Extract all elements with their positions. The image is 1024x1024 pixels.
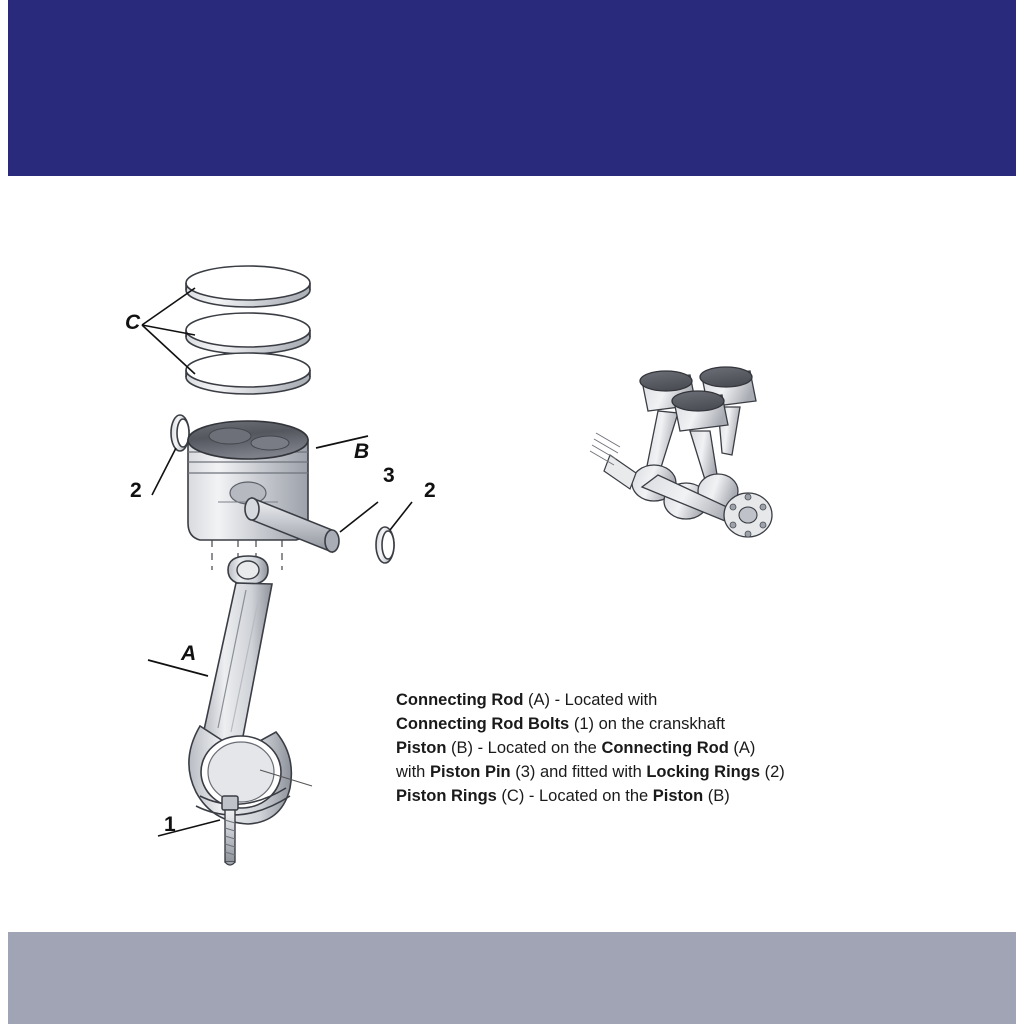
right-margin: [1016, 0, 1024, 1024]
crankshaft-assembly-diagram: [580, 355, 820, 585]
connecting-rod: [189, 556, 291, 824]
caption-text-5b: (B): [703, 787, 730, 805]
locking-ring-left: [171, 415, 189, 451]
caption-text-3b: (A): [728, 739, 756, 757]
callout-1: 1: [164, 813, 176, 836]
header-band: [8, 0, 1016, 176]
caption-text-2: (1) on the cranskhaft: [569, 715, 726, 733]
piston-ring-3: [186, 353, 310, 394]
callout-3: 3: [383, 464, 395, 487]
caption-text-5a: (C) - Located on the: [496, 787, 653, 805]
caption-term-connecting-rod-2: Connecting Rod: [601, 739, 729, 757]
caption-text-4a: with: [396, 763, 430, 781]
caption-term-piston-rings: Piston Rings: [396, 787, 497, 805]
callout-b: B: [354, 440, 370, 463]
crankshaft-body: [590, 433, 772, 537]
callout-2-right: 2: [424, 479, 436, 502]
caption-line-2: [396, 712, 866, 736]
left-margin: [0, 0, 8, 1024]
footer-band: [8, 932, 1016, 1024]
caption-text-4b: (3) and fitted with: [510, 763, 647, 781]
callout-a: A: [181, 642, 197, 665]
caption-line-3: [396, 736, 866, 760]
caption-block: [396, 688, 866, 808]
caption-text-4c: (2): [760, 763, 785, 781]
caption-line-5: [396, 784, 866, 808]
caption-line-4: [396, 760, 866, 784]
caption-term-connecting-rod-bolts: Connecting Rod Bolts: [396, 715, 570, 733]
leader-line-2-left: [152, 448, 176, 495]
caption-term-locking-rings: Locking Rings: [646, 763, 761, 781]
leader-line-2-right: [390, 502, 412, 530]
connecting-rod-bolt: [222, 796, 238, 865]
locking-ring-right: [376, 527, 394, 563]
crankshaft-assembly-svg: [580, 355, 820, 585]
caption-line-1: [396, 688, 866, 712]
callout-2-left: 2: [130, 479, 142, 502]
caption-term-piston-2: Piston: [652, 787, 704, 805]
leader-line-a: [148, 660, 208, 676]
leader-line-3: [340, 502, 378, 532]
caption-text-1: (A) - Located with: [523, 691, 658, 709]
caption-term-piston: Piston: [396, 739, 447, 757]
piston-ring-1: [186, 266, 310, 307]
callout-c: C: [125, 311, 141, 334]
piston-ring-2: [186, 313, 310, 354]
caption-term-piston-pin: Piston Pin: [429, 763, 511, 781]
caption-text-3a: (B) - Located on the: [446, 739, 602, 757]
engine-piston-front: [672, 391, 728, 483]
caption-term-connecting-rod: Connecting Rod: [396, 691, 524, 709]
piston-rings-group: [186, 266, 310, 394]
